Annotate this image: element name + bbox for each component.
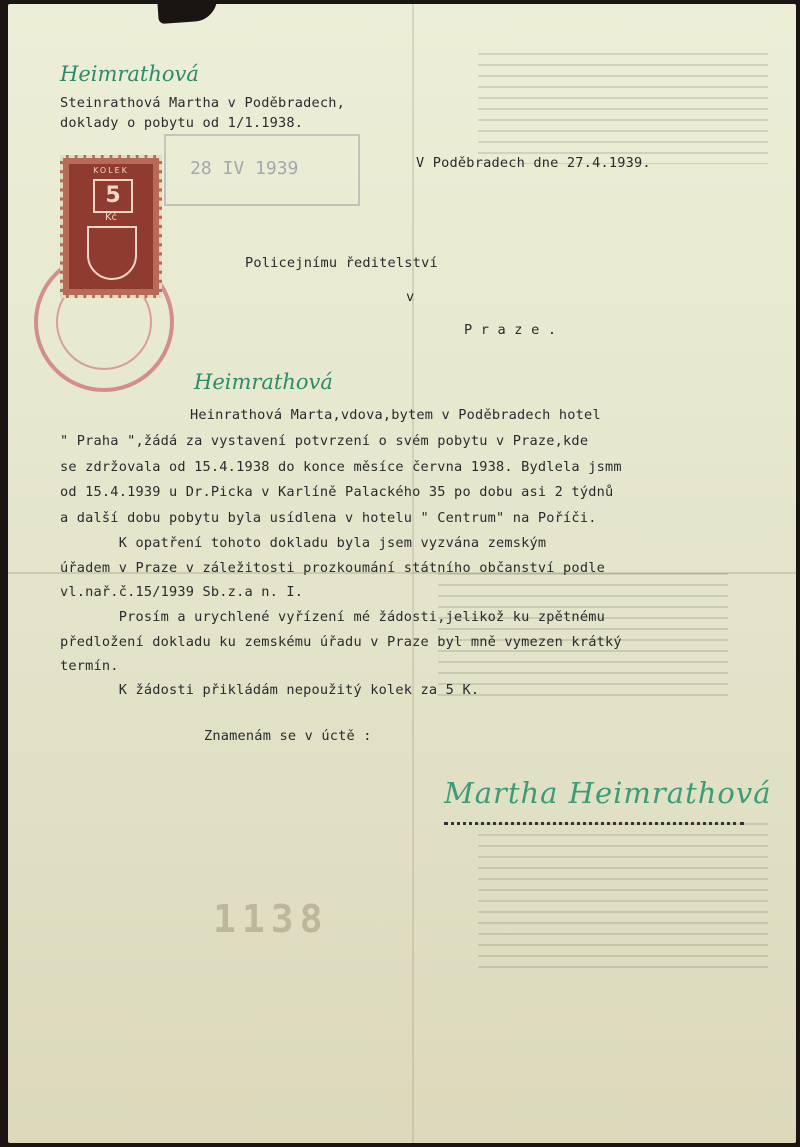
body-line: předložení dokladu ku zemskému úřadu v Praze byl mně vymezen krátký (60, 634, 622, 650)
torn-edge (157, 4, 219, 24)
body-line: a další dobu pobytu byla usídlena v hotelu " Centrum" na Poříči. (60, 510, 597, 526)
reference-line-2: doklady o pobytu od 1/1.1938. (60, 115, 304, 131)
signature-dotted-line (444, 822, 744, 827)
closing-line: Znamenám se v úctě : (204, 728, 372, 744)
revenue-stamp-label: KOLEK (93, 166, 129, 175)
addressee-line-3: P r a z e . (464, 322, 557, 338)
body-line: se zdržovala od 15.4.1938 do konce měsíce června 1938. Bydlela jsmm (60, 459, 622, 475)
body-line: od 15.4.1939 u Dr.Picka v Karlíně Palackého 35 po dobu asi 2 týdnů (60, 484, 614, 500)
body-line: Prosím a urychlené vyřízení mé žádosti,jelikož ku zpětnému (60, 609, 605, 625)
revenue-stamp (60, 155, 162, 298)
coat-of-arms-icon (87, 226, 137, 280)
document-page (8, 4, 796, 1143)
reference-line-1: Steinrathová Martha v Poděbradech, (60, 95, 346, 111)
handwritten-surname-correction: Heimrathová (194, 370, 333, 394)
addressee-line-2: v (406, 289, 415, 305)
place-and-date: V Poděbradech dne 27.4.1939. (416, 155, 651, 171)
body-line: " Praha ",žádá za vystavení potvrzení o svém pobytu v Praze,kde (60, 433, 589, 449)
received-stamp (164, 134, 360, 206)
reverse-side-show-through (478, 44, 768, 164)
revenue-stamp-face (69, 164, 153, 289)
addressee-line-1: Policejnímu ředitelství (245, 255, 438, 271)
signature: Martha Heimrathová (444, 776, 772, 810)
handwritten-surname-top: Heimrathová (60, 62, 199, 86)
reverse-side-number: 1138 (213, 897, 329, 941)
body-line: vl.nař.č.15/1939 Sb.z.a n. I. (60, 584, 304, 600)
body-line: termín. (60, 658, 119, 674)
revenue-stamp-unit: Kč (104, 212, 118, 223)
received-stamp-date: 28 IV 1939 (190, 158, 299, 179)
body-line: Heinrathová Marta,vdova,bytem v Poděbradech hotel (190, 407, 601, 423)
reverse-side-show-through (478, 814, 768, 974)
revenue-stamp-value: 5 (93, 179, 133, 213)
body-line: úřadem v Praze v záležitosti prozkoumání státního občanství podle (60, 560, 605, 576)
body-line: K žádosti přikládám nepoužitý kolek za 5 K. (60, 682, 480, 698)
body-line: K opatření tohoto dokladu byla jsem vyzvána zemským (60, 535, 547, 551)
